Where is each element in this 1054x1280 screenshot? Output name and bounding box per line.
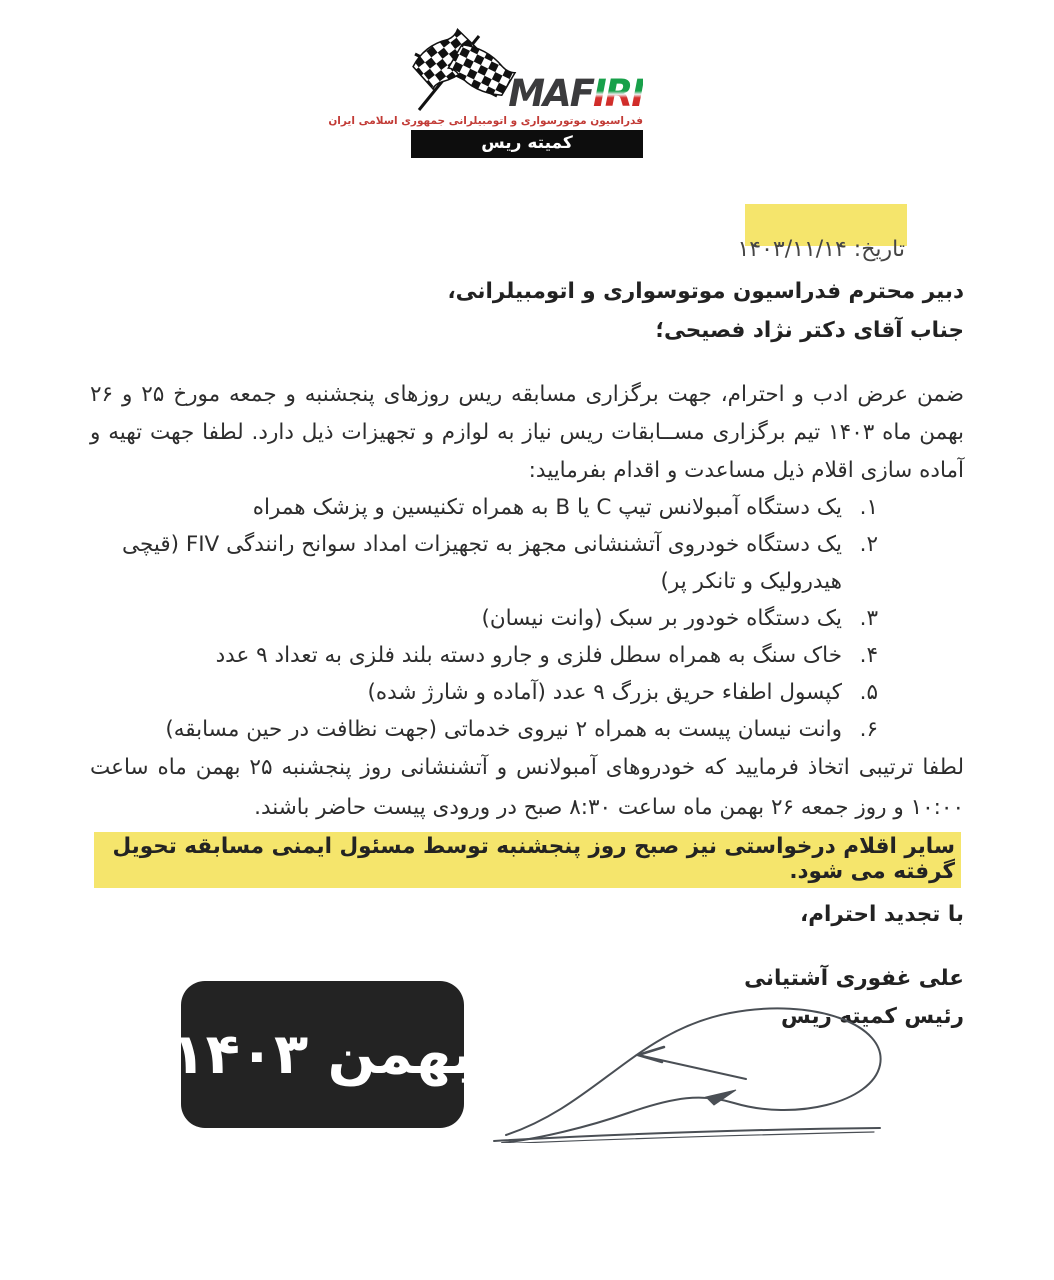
equipment-list <box>90 489 964 748</box>
list-item <box>90 674 964 711</box>
greeting-block <box>90 272 964 350</box>
greeting-line-2: جناب آقای دکتر نژاد فصیحی؛ <box>655 318 964 343</box>
race-committee-bar: کمیته ریس <box>411 130 643 158</box>
list-item-number: ۶. <box>859 717 878 742</box>
signer-name: علی غفوری آشتیانی <box>744 966 964 991</box>
list-item <box>90 637 964 674</box>
list-item-text: کپسول اطفاء حریق بزرگ ۹ عدد (آماده و شارژ شده) <box>367 680 842 705</box>
stamp-text: بهمن ۱۴۰۳ <box>171 1022 474 1087</box>
list-item-text: وانت نیسان پیست به همراه ۲ نیروی خدماتی (جهت نظافت در حین مسابقه) <box>165 717 842 742</box>
list-item-number: ۳. <box>859 606 878 631</box>
list-item <box>90 489 964 526</box>
list-item <box>90 600 964 637</box>
date-stamp <box>171 981 474 1128</box>
mafiri-logo <box>328 26 643 158</box>
list-item <box>90 526 964 600</box>
signer-title: رئیس کمیته ریس <box>781 1004 964 1029</box>
date-block <box>737 204 907 262</box>
intro-paragraph: ضمن عرض ادب و احترام، جهت برگزاری مسابقه ریس روزهای پنجشنبه و جمعه مورخ ۲۵ و ۲۶ بهمن ماه ۱۴۰۳ تیم برگزاری مســابقات ریس نیاز به لوازم و تجهیزات ذیل دارد. لطفا جهت تهیه و آماده سازی اقلام ذیل مساعدت و اقدام بفرمایید: <box>90 382 964 483</box>
list-item-text: یک دستگاه خودور بر سبک (وانت نیسان) <box>481 606 842 631</box>
greeting-line-1: دبیر محترم فدراسیون موتوسواری و اتومبیلرانی، <box>447 279 964 304</box>
list-item-text: یک دستگاه خودروی آتشنشانی مجهز به تجهیزات امداد سوانح رانندگی FIV (قیچی هیدرولیک و تانکر پر) <box>122 532 842 594</box>
regards-line: با تجدید احترام، <box>800 902 964 927</box>
brand-maf-text: MAF <box>508 72 593 115</box>
brand-iri-text: IRI <box>592 72 643 115</box>
logo-art <box>411 26 643 115</box>
closing-paragraph: لطفا ترتیبی اتخاذ فرمایید که خودروهای آمبولانس و آتشنشانی روز پنجشنبه ۲۵ بهمن ماه ساعت ۱۰:۰۰ و روز جمعه ۲۶ بهمن ماه ساعت ۸:۳۰ صبح در ورودی پیست حاضر باشند. <box>90 755 964 820</box>
signature-scribble <box>478 993 906 1143</box>
list-item-text: خاک سنگ به همراه سطل فلزی و جارو دسته بلند فلزی به تعداد ۹ عدد <box>215 643 842 668</box>
brand-wordmark <box>508 72 643 115</box>
list-item-number: ۴. <box>859 643 878 668</box>
list-item-text: یک دستگاه آمبولانس تیپ C یا B به همراه تکنیسین و پزشک همراه <box>252 495 842 520</box>
date-text: تاریخ: ۱۴۰۳/۱۱/۱۴ <box>737 237 905 262</box>
list-item-number: ۱. <box>859 495 878 520</box>
list-item <box>90 711 964 748</box>
highlighted-note: سایر اقلام درخواستی نیز صبح روز پنجشنبه توسط مسئول ایمنی مسابقه تحویل گرفته می شود. <box>94 832 961 888</box>
list-item-number: ۲. <box>859 532 878 557</box>
federation-name-line: فدراسیون موتورسواری و اتومبیلرانی جمهوری اسلامی ایران <box>328 115 643 127</box>
list-item-number: ۵. <box>859 680 878 705</box>
